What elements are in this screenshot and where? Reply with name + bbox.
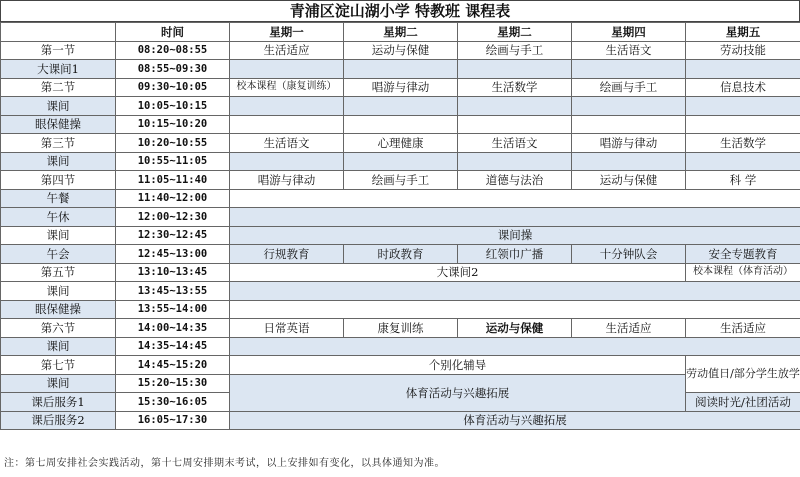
cell: 安全专题教育 [686,245,800,264]
table-row [1,208,800,227]
cell [686,97,800,116]
row-time: 13:55~14:00 [116,300,230,319]
row-time: 13:10~13:45 [116,263,230,282]
cell: 生活适应 [230,41,344,60]
cell: 唱游与律动 [572,134,686,153]
row-time: 12:00~12:30 [116,208,230,227]
row-label: 课后服务2 [1,411,116,430]
table-row [1,41,800,60]
row-time: 14:45~15:20 [116,356,230,375]
row-time: 16:05~17:30 [116,411,230,430]
cell [686,152,800,171]
cell: 道德与法治 [458,171,572,190]
merged-cell: 大课间2 [230,263,686,282]
cell [572,97,686,116]
cell: 日常英语 [230,319,344,338]
table-row [1,115,800,134]
cell: 生活适应 [572,319,686,338]
table-row [1,226,800,245]
merged-cell: 个别化辅导 [230,356,686,375]
cell [344,97,458,116]
row-time: 09:30~10:05 [116,78,230,97]
cell: 生活语文 [458,134,572,153]
cell: 红领巾广播 [458,245,572,264]
cell: 运动与保健 [458,319,572,338]
cell: 信息技术 [686,78,800,97]
header-fri: 星期五 [686,23,800,42]
footnote: 注：第七周安排社会实践活动，第十七周安排期末考试，以上安排如有变化，以具体通知为准。 [4,458,445,469]
row-time: 14:35~14:45 [116,337,230,356]
cell: 行规教育 [230,245,344,264]
cell: 生活语文 [230,134,344,153]
cell: 运动与保健 [344,41,458,60]
row-label: 午餐 [1,189,116,208]
table-row [1,134,800,153]
table-row [1,319,800,338]
row-time: 12:30~12:45 [116,226,230,245]
row-time: 10:55~11:05 [116,152,230,171]
table-row [1,245,800,264]
cell: 绘画与手工 [344,171,458,190]
row-time: 12:45~13:00 [116,245,230,264]
cell [572,152,686,171]
table-row [1,60,800,79]
cell: 时政教育 [344,245,458,264]
cell [458,60,572,79]
cell [344,152,458,171]
cell [686,60,800,79]
header-tue: 星期二 [344,23,458,42]
cell: 绘画与手工 [458,41,572,60]
cell: 绘画与手工 [572,78,686,97]
row-label: 第一节 [1,41,116,60]
table-row [1,171,800,190]
merged-cell: 体育活动与兴趣拓展 [230,374,686,411]
table-row [1,189,800,208]
row-label: 眼保健操 [1,300,116,319]
row-time: 08:55~09:30 [116,60,230,79]
cell [344,60,458,79]
cell: 生活数学 [458,78,572,97]
row-label: 第六节 [1,319,116,338]
row-label: 课间 [1,152,116,171]
row-label: 课间 [1,282,116,301]
header-wed: 星期二 [458,23,572,42]
friday-cell: 校本课程（体育活动） [686,263,800,282]
header-thu: 星期四 [572,23,686,42]
cell [230,152,344,171]
cell [458,97,572,116]
cell [572,115,686,134]
row-label: 第七节 [1,356,116,375]
friday-cell: 阅读时光/社团活动 [686,393,800,412]
merged-cell [230,282,800,301]
cell: 康复训练 [344,319,458,338]
table-row [1,356,800,375]
row-time: 13:45~13:55 [116,282,230,301]
cell [686,115,800,134]
table-row [1,374,800,393]
row-label: 课间 [1,337,116,356]
page-title: 青浦区淀山湖小学 特教班 课程表 [0,0,800,22]
row-time: 15:20~15:30 [116,374,230,393]
row-time: 11:05~11:40 [116,171,230,190]
row-time: 11:40~12:00 [116,189,230,208]
cell: 唱游与律动 [230,171,344,190]
header-blank [1,23,116,42]
row-label: 课后服务1 [1,393,116,412]
table-row [1,411,800,430]
row-label: 午休 [1,208,116,227]
row-time: 10:20~10:55 [116,134,230,153]
table-row [1,78,800,97]
header-row [1,23,800,42]
row-label: 第四节 [1,171,116,190]
header-time: 时间 [116,23,230,42]
friday-cell: 劳动值日/部分学生放学 [686,356,800,393]
merged-cell [230,189,800,208]
cell [572,60,686,79]
cell: 劳动技能 [686,41,800,60]
cell [458,152,572,171]
row-label: 课间 [1,97,116,116]
row-time: 15:30~16:05 [116,393,230,412]
cell [230,60,344,79]
cell [458,115,572,134]
table-row [1,97,800,116]
row-label: 第三节 [1,134,116,153]
row-label: 课间 [1,374,116,393]
merged-cell: 体育活动与兴趣拓展 [230,411,800,430]
cell: 生活适应 [686,319,800,338]
row-label: 大课间1 [1,60,116,79]
cell: 科 学 [686,171,800,190]
schedule-table [0,22,800,430]
cell [230,115,344,134]
merged-cell [230,300,800,319]
cell: 唱游与律动 [344,78,458,97]
table-row [1,152,800,171]
row-time: 08:20~08:55 [116,41,230,60]
table-row [1,263,800,282]
table-row [1,337,800,356]
cell: 心理健康 [344,134,458,153]
cell: 运动与保健 [572,171,686,190]
cell: 校本课程（康复训练） [230,78,344,97]
cell [230,97,344,116]
merged-cell [230,337,800,356]
row-label: 课间 [1,226,116,245]
row-time: 10:15~10:20 [116,115,230,134]
row-label: 眼保健操 [1,115,116,134]
merged-cell [230,208,800,227]
cell [344,115,458,134]
table-row [1,300,800,319]
cell: 十分钟队会 [572,245,686,264]
table-row [1,282,800,301]
row-label: 第二节 [1,78,116,97]
row-time: 14:00~14:35 [116,319,230,338]
row-time: 10:05~10:15 [116,97,230,116]
merged-cell: 课间操 [230,226,800,245]
row-label: 午会 [1,245,116,264]
cell: 生活语文 [572,41,686,60]
row-label: 第五节 [1,263,116,282]
header-mon: 星期一 [230,23,344,42]
cell: 生活数学 [686,134,800,153]
